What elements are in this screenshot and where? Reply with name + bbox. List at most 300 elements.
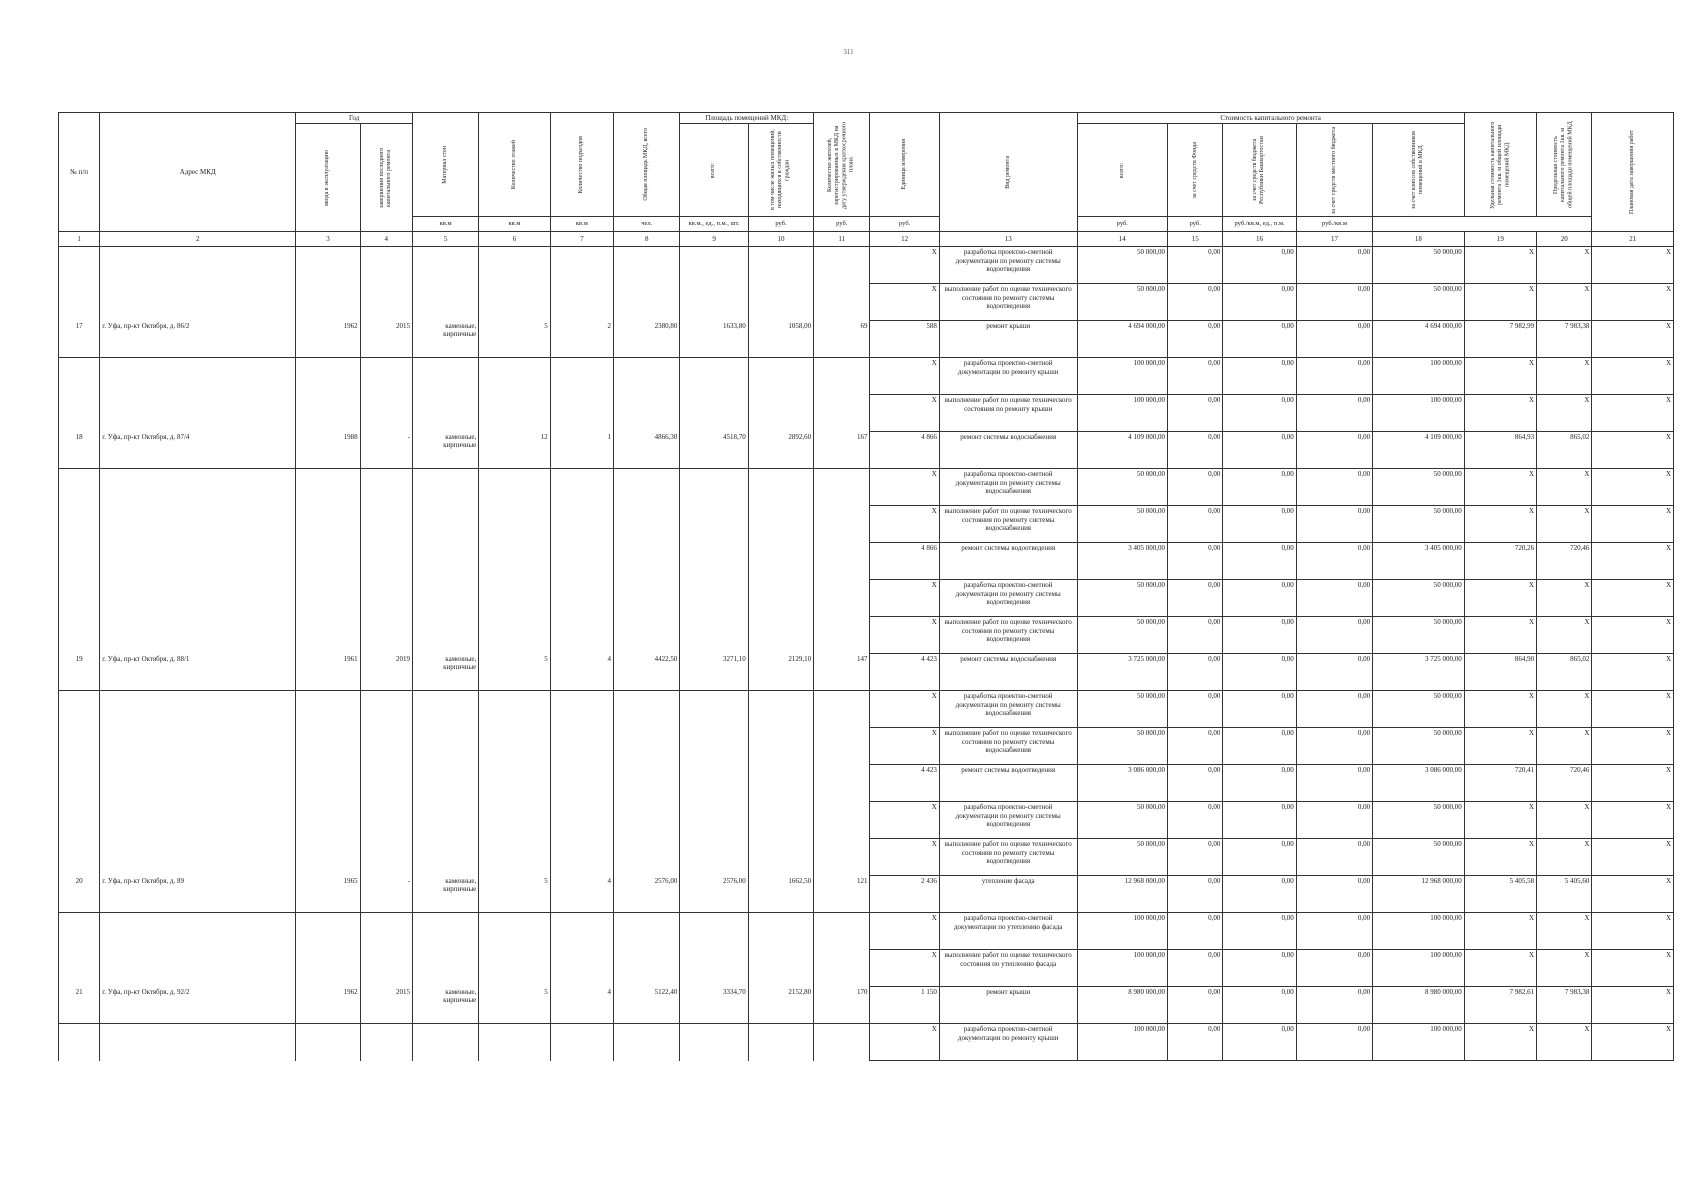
address-cell [100,950,296,987]
unit-cost-cell: X [1464,580,1536,617]
work-type-cell: разработка проектно-сметной документации по ремонту крыши [939,358,1077,395]
unit-cell-value: X [870,395,939,432]
cost-owners-cell: 100 000,00 [1373,1024,1465,1061]
column-number: 1 [59,232,100,247]
cost-fund-cell: 0,00 [1168,395,1223,432]
cost-local-cell: 0,00 [1296,839,1372,876]
area-residential-cell: 1058,00 [748,321,813,358]
cost-rb-cell: 0,00 [1223,358,1296,395]
unit-cost-cell: X [1464,506,1536,543]
cost-owners-cell: 100 000,00 [1373,358,1465,395]
cost-fund-cell: 0,00 [1168,876,1223,913]
year-repair-cell [360,543,412,580]
planned-date-cell: X [1592,691,1674,728]
total-area-cell [614,543,680,580]
planned-date-cell: X [1592,395,1674,432]
cost-owners-cell: 50 000,00 [1373,728,1465,765]
column-numbers-row [59,232,1674,247]
area-residential-cell [748,247,813,284]
cost-local-cell: 0,00 [1296,913,1372,950]
residents-cell: 170 [814,987,870,1024]
table-row [59,506,1674,543]
walls-cell [412,395,478,432]
cost-total-cell: 50 000,00 [1077,247,1167,284]
area-residential-cell [748,506,813,543]
unit-cell: руб./кв.м [1296,217,1372,232]
residents-cell: 147 [814,654,870,691]
floors-cell: 5 [479,321,550,358]
cost-fund-cell: 0,00 [1168,839,1223,876]
area-residential-cell [748,839,813,876]
entrances-cell [550,839,613,876]
work-type-cell: ремонт системы водоотведения [939,765,1077,802]
area-residential-cell [748,284,813,321]
total-area-cell: 2380,80 [614,321,680,358]
column-number: 3 [296,232,360,247]
area-all-cell [680,802,748,839]
unit-cost-cell: X [1464,839,1536,876]
total-area-cell [614,728,680,765]
residents-cell [814,580,870,617]
planned-date-cell: X [1592,987,1674,1024]
floors-cell [479,580,550,617]
unit-cell: кв.м [412,217,478,232]
residents-cell [814,469,870,506]
row-number [59,765,100,802]
year-built-cell [296,728,360,765]
floors-cell: 5 [479,987,550,1024]
work-type-cell: разработка проектно-сметной документации по ремонту системы водоснабжения [939,691,1077,728]
table-row [59,284,1674,321]
cost-total-cell: 3 725 000,00 [1077,654,1167,691]
table-row [59,580,1674,617]
entrances-cell: 4 [550,654,613,691]
row-number [59,247,100,284]
planned-date-cell: X [1592,913,1674,950]
area-all-cell [680,580,748,617]
cost-fund-cell: 0,00 [1168,987,1223,1024]
walls-cell [412,691,478,728]
column-number: 20 [1537,232,1592,247]
address-cell [100,765,296,802]
area-residential-cell [748,691,813,728]
column-number: 12 [870,232,939,247]
max-cost-cell: 5 405,60 [1537,876,1592,913]
cost-owners-cell: 4 694 000,00 [1373,321,1465,358]
unit-cell-value: X [870,469,939,506]
cost-fund-cell: 0,00 [1168,321,1223,358]
table-row [59,543,1674,580]
unit-cell-value: 4 423 [870,765,939,802]
planned-date-cell: X [1592,876,1674,913]
row-number [59,839,100,876]
area-all-cell [680,247,748,284]
year-built-cell [296,358,360,395]
year-repair-cell [360,1024,412,1061]
unit-cell-value: X [870,802,939,839]
area-residential-cell: 2892,60 [748,432,813,469]
walls-cell [412,543,478,580]
total-area-cell [614,617,680,654]
column-number: 6 [479,232,550,247]
area-all-cell: 2576,00 [680,876,748,913]
cost-owners-cell: 50 000,00 [1373,247,1465,284]
cost-total-cell: 3 086 000,00 [1077,765,1167,802]
area-residential-cell [748,802,813,839]
header-entrances: Количество подъездов [550,113,613,217]
cost-fund-cell: 0,00 [1168,691,1223,728]
row-number: 18 [59,432,100,469]
area-residential-cell [748,765,813,802]
cost-fund-cell: 0,00 [1168,432,1223,469]
table-row [59,395,1674,432]
total-area-cell [614,358,680,395]
area-all-cell: 4518,70 [680,432,748,469]
planned-date-cell: X [1592,506,1674,543]
address-cell [100,543,296,580]
entrances-cell: 2 [550,321,613,358]
cost-local-cell: 0,00 [1296,395,1372,432]
header-unit: Единица измерения [870,113,939,217]
unit-cell: кв.м [550,217,613,232]
unit-cost-cell: X [1464,469,1536,506]
max-cost-cell: X [1537,580,1592,617]
year-built-cell [296,1024,360,1061]
unit-cost-cell: 864,93 [1464,432,1536,469]
cost-local-cell: 0,00 [1296,247,1372,284]
cost-total-cell: 100 000,00 [1077,395,1167,432]
address-cell [100,802,296,839]
cost-rb-cell: 0,00 [1223,395,1296,432]
year-repair-cell: - [360,432,412,469]
entrances-cell: 4 [550,987,613,1024]
work-type-cell: ремонт крыши [939,987,1077,1024]
unit-cost-cell: X [1464,728,1536,765]
row-number [59,395,100,432]
row-number [59,913,100,950]
unit-cost-cell: X [1464,617,1536,654]
floors-cell [479,728,550,765]
work-type-cell: выполнение работ по оценке технического состояния по ремонту системы водоотведения [939,284,1077,321]
max-cost-cell: X [1537,1024,1592,1061]
unit-cost-cell: 864,90 [1464,654,1536,691]
floors-cell [479,247,550,284]
year-built-cell [296,284,360,321]
cost-local-cell: 0,00 [1296,802,1372,839]
unit-cell-value: X [870,358,939,395]
address-cell [100,358,296,395]
unit-cost-cell: 720,41 [1464,765,1536,802]
table-row [59,654,1674,691]
max-cost-cell: X [1537,913,1592,950]
year-repair-cell [360,950,412,987]
cost-fund-cell: 0,00 [1168,543,1223,580]
unit-cost-cell: 720,26 [1464,543,1536,580]
header-area-all: всего: [680,124,748,217]
table-row [59,950,1674,987]
area-residential-cell [748,950,813,987]
year-built-cell [296,469,360,506]
table-row [59,913,1674,950]
area-all-cell [680,617,748,654]
walls-cell [412,617,478,654]
cost-rb-cell: 0,00 [1223,1024,1296,1061]
table-row [59,321,1674,358]
cost-rb-cell: 0,00 [1223,617,1296,654]
address-cell [100,839,296,876]
cost-total-cell: 50 000,00 [1077,728,1167,765]
floors-cell [479,617,550,654]
row-number [59,728,100,765]
cost-fund-cell: 0,00 [1168,913,1223,950]
total-area-cell [614,691,680,728]
max-cost-cell: 720,46 [1537,543,1592,580]
walls-cell [412,358,478,395]
work-type-cell: ремонт крыши [939,321,1077,358]
walls-cell [412,506,478,543]
area-all-cell [680,728,748,765]
max-cost-cell: X [1537,728,1592,765]
cost-owners-cell: 100 000,00 [1373,913,1465,950]
table-row [59,358,1674,395]
entrances-cell [550,395,613,432]
entrances-cell [550,247,613,284]
entrances-cell [550,358,613,395]
cost-rb-cell: 0,00 [1223,654,1296,691]
cost-rb-cell: 0,00 [1223,284,1296,321]
entrances-cell [550,913,613,950]
cost-rb-cell: 0,00 [1223,321,1296,358]
cost-local-cell: 0,00 [1296,432,1372,469]
year-repair-cell [360,839,412,876]
work-type-cell: выполнение работ по оценке технического состояния по утеплению фасада [939,950,1077,987]
address-cell [100,506,296,543]
walls-cell: каменные, кирпичные [412,654,478,691]
area-all-cell [680,506,748,543]
planned-date-cell: X [1592,1024,1674,1061]
unit-cell: руб. [1077,217,1167,232]
cost-local-cell: 0,00 [1296,321,1372,358]
cost-total-cell: 50 000,00 [1077,580,1167,617]
cost-total-cell: 12 968 000,00 [1077,876,1167,913]
unit-cost-cell: X [1464,247,1536,284]
year-built-cell: 1988 [296,432,360,469]
unit-cost-cell: 5 405,58 [1464,876,1536,913]
floors-cell [479,913,550,950]
year-built-cell: 1961 [296,654,360,691]
residents-cell [814,802,870,839]
planned-date-cell: X [1592,617,1674,654]
row-number [59,1024,100,1061]
cost-owners-cell: 3 405 000,00 [1373,543,1465,580]
area-all-cell [680,395,748,432]
residents-cell [814,913,870,950]
residents-cell [814,506,870,543]
year-repair-cell: 2015 [360,987,412,1024]
address-cell [100,580,296,617]
work-type-cell: разработка проектно-сметной документации по ремонту крыши [939,1024,1077,1061]
work-type-cell: выполнение работ по оценке технического состояния по ремонту системы водоотведения [939,617,1077,654]
year-built-cell [296,765,360,802]
cost-local-cell: 0,00 [1296,284,1372,321]
total-area-cell [614,284,680,321]
walls-cell: каменные, кирпичные [412,321,478,358]
floors-cell [479,284,550,321]
cost-rb-cell: 0,00 [1223,728,1296,765]
table-body [59,247,1674,1061]
walls-cell: каменные, кирпичные [412,432,478,469]
planned-date-cell: X [1592,580,1674,617]
unit-cost-cell: X [1464,950,1536,987]
year-repair-cell [360,247,412,284]
year-built-cell [296,543,360,580]
row-number [59,950,100,987]
max-cost-cell: 7 983,38 [1537,321,1592,358]
cost-fund-cell: 0,00 [1168,506,1223,543]
header-area-group: Площадь помещений МКД: [680,113,814,124]
cost-rb-cell: 0,00 [1223,691,1296,728]
unit-cell: руб. [814,217,870,232]
planned-date-cell: X [1592,839,1674,876]
unit-cell-value: 1 150 [870,987,939,1024]
cost-rb-cell: 0,00 [1223,913,1296,950]
area-all-cell [680,469,748,506]
area-residential-cell [748,1024,813,1061]
max-cost-cell: X [1537,802,1592,839]
unit-cell: руб./кв.м, ед., п.м. [1223,217,1296,232]
unit-cell: руб. [1168,217,1223,232]
year-built-cell [296,395,360,432]
residents-cell [814,1024,870,1061]
year-built-cell: 1962 [296,321,360,358]
cost-owners-cell: 50 000,00 [1373,284,1465,321]
cost-owners-cell: 3 725 000,00 [1373,654,1465,691]
row-number [59,358,100,395]
header-floors: Количество этажей [479,113,550,217]
cost-fund-cell: 0,00 [1168,247,1223,284]
walls-cell [412,839,478,876]
residents-cell [814,617,870,654]
residents-cell [814,284,870,321]
unit-cost-cell: X [1464,802,1536,839]
walls-cell [412,284,478,321]
cost-fund-cell: 0,00 [1168,765,1223,802]
unit-cell: кв.м [479,217,550,232]
work-type-cell: выполнение работ по оценке технического состояния по ремонту системы водоснабжения [939,728,1077,765]
max-cost-cell: X [1537,358,1592,395]
walls-cell: каменные, кирпичные [412,987,478,1024]
entrances-cell [550,802,613,839]
area-residential-cell [748,913,813,950]
work-type-cell: ремонт системы водоснабжения [939,654,1077,691]
entrances-cell: 4 [550,876,613,913]
unit-cell-value: X [870,617,939,654]
work-type-cell: разработка проектно-сметной документации по ремонту системы водоотведения [939,247,1077,284]
cost-rb-cell: 0,00 [1223,987,1296,1024]
cost-rb-cell: 0,00 [1223,247,1296,284]
floors-cell [479,395,550,432]
cost-total-cell: 50 000,00 [1077,839,1167,876]
area-all-cell: 1633,80 [680,321,748,358]
area-all-cell [680,913,748,950]
row-number [59,580,100,617]
walls-cell [412,913,478,950]
cost-total-cell: 4 109 000,00 [1077,432,1167,469]
walls-cell [412,728,478,765]
planned-date-cell: X [1592,432,1674,469]
column-number: 14 [1077,232,1167,247]
walls-cell [412,1024,478,1061]
planned-date-cell: X [1592,358,1674,395]
column-number: 19 [1464,232,1536,247]
unit-cell-value: X [870,284,939,321]
unit-cost-cell: X [1464,358,1536,395]
cost-local-cell: 0,00 [1296,765,1372,802]
cost-total-cell: 100 000,00 [1077,913,1167,950]
cost-owners-cell: 3 086 000,00 [1373,765,1465,802]
cost-local-cell: 0,00 [1296,1024,1372,1061]
total-area-cell: 2576,00 [614,876,680,913]
unit-cost-cell: X [1464,691,1536,728]
table-row [59,876,1674,913]
cost-local-cell: 0,00 [1296,691,1372,728]
total-area-cell [614,765,680,802]
year-repair-cell [360,469,412,506]
year-built-cell [296,950,360,987]
area-all-cell [680,691,748,728]
max-cost-cell: X [1537,284,1592,321]
unit-cell-value: X [870,247,939,284]
address-cell [100,469,296,506]
cost-fund-cell: 0,00 [1168,358,1223,395]
residents-cell: 167 [814,432,870,469]
cost-owners-cell: 8 980 000,00 [1373,987,1465,1024]
row-number [59,543,100,580]
cost-total-cell: 50 000,00 [1077,802,1167,839]
unit-cell-value: X [870,506,939,543]
unit-cell-value: X [870,839,939,876]
cost-owners-cell: 12 968 000,00 [1373,876,1465,913]
year-repair-cell [360,802,412,839]
area-all-cell: 3334,70 [680,987,748,1024]
planned-date-cell: X [1592,469,1674,506]
total-area-cell [614,802,680,839]
floors-cell [479,802,550,839]
cost-total-cell: 50 000,00 [1077,284,1167,321]
floors-cell [479,543,550,580]
column-number: 4 [360,232,412,247]
table-row [59,802,1674,839]
total-area-cell: 4422,50 [614,654,680,691]
unit-cell-value: X [870,913,939,950]
unit-cell-value: 4 423 [870,654,939,691]
cost-fund-cell: 0,00 [1168,617,1223,654]
area-all-cell [680,358,748,395]
walls-cell [412,765,478,802]
cost-fund-cell: 0,00 [1168,284,1223,321]
residents-cell [814,765,870,802]
entrances-cell [550,469,613,506]
header-unit-cost: Удельная стоимость капитального ремонта 1кв. м общей площади помещений МКД [1464,113,1536,217]
planned-date-cell: X [1592,321,1674,358]
max-cost-cell: X [1537,950,1592,987]
entrances-cell [550,543,613,580]
total-area-cell [614,395,680,432]
cost-rb-cell: 0,00 [1223,469,1296,506]
cost-total-cell: 8 980 000,00 [1077,987,1167,1024]
floors-cell: 5 [479,876,550,913]
total-area-cell [614,913,680,950]
